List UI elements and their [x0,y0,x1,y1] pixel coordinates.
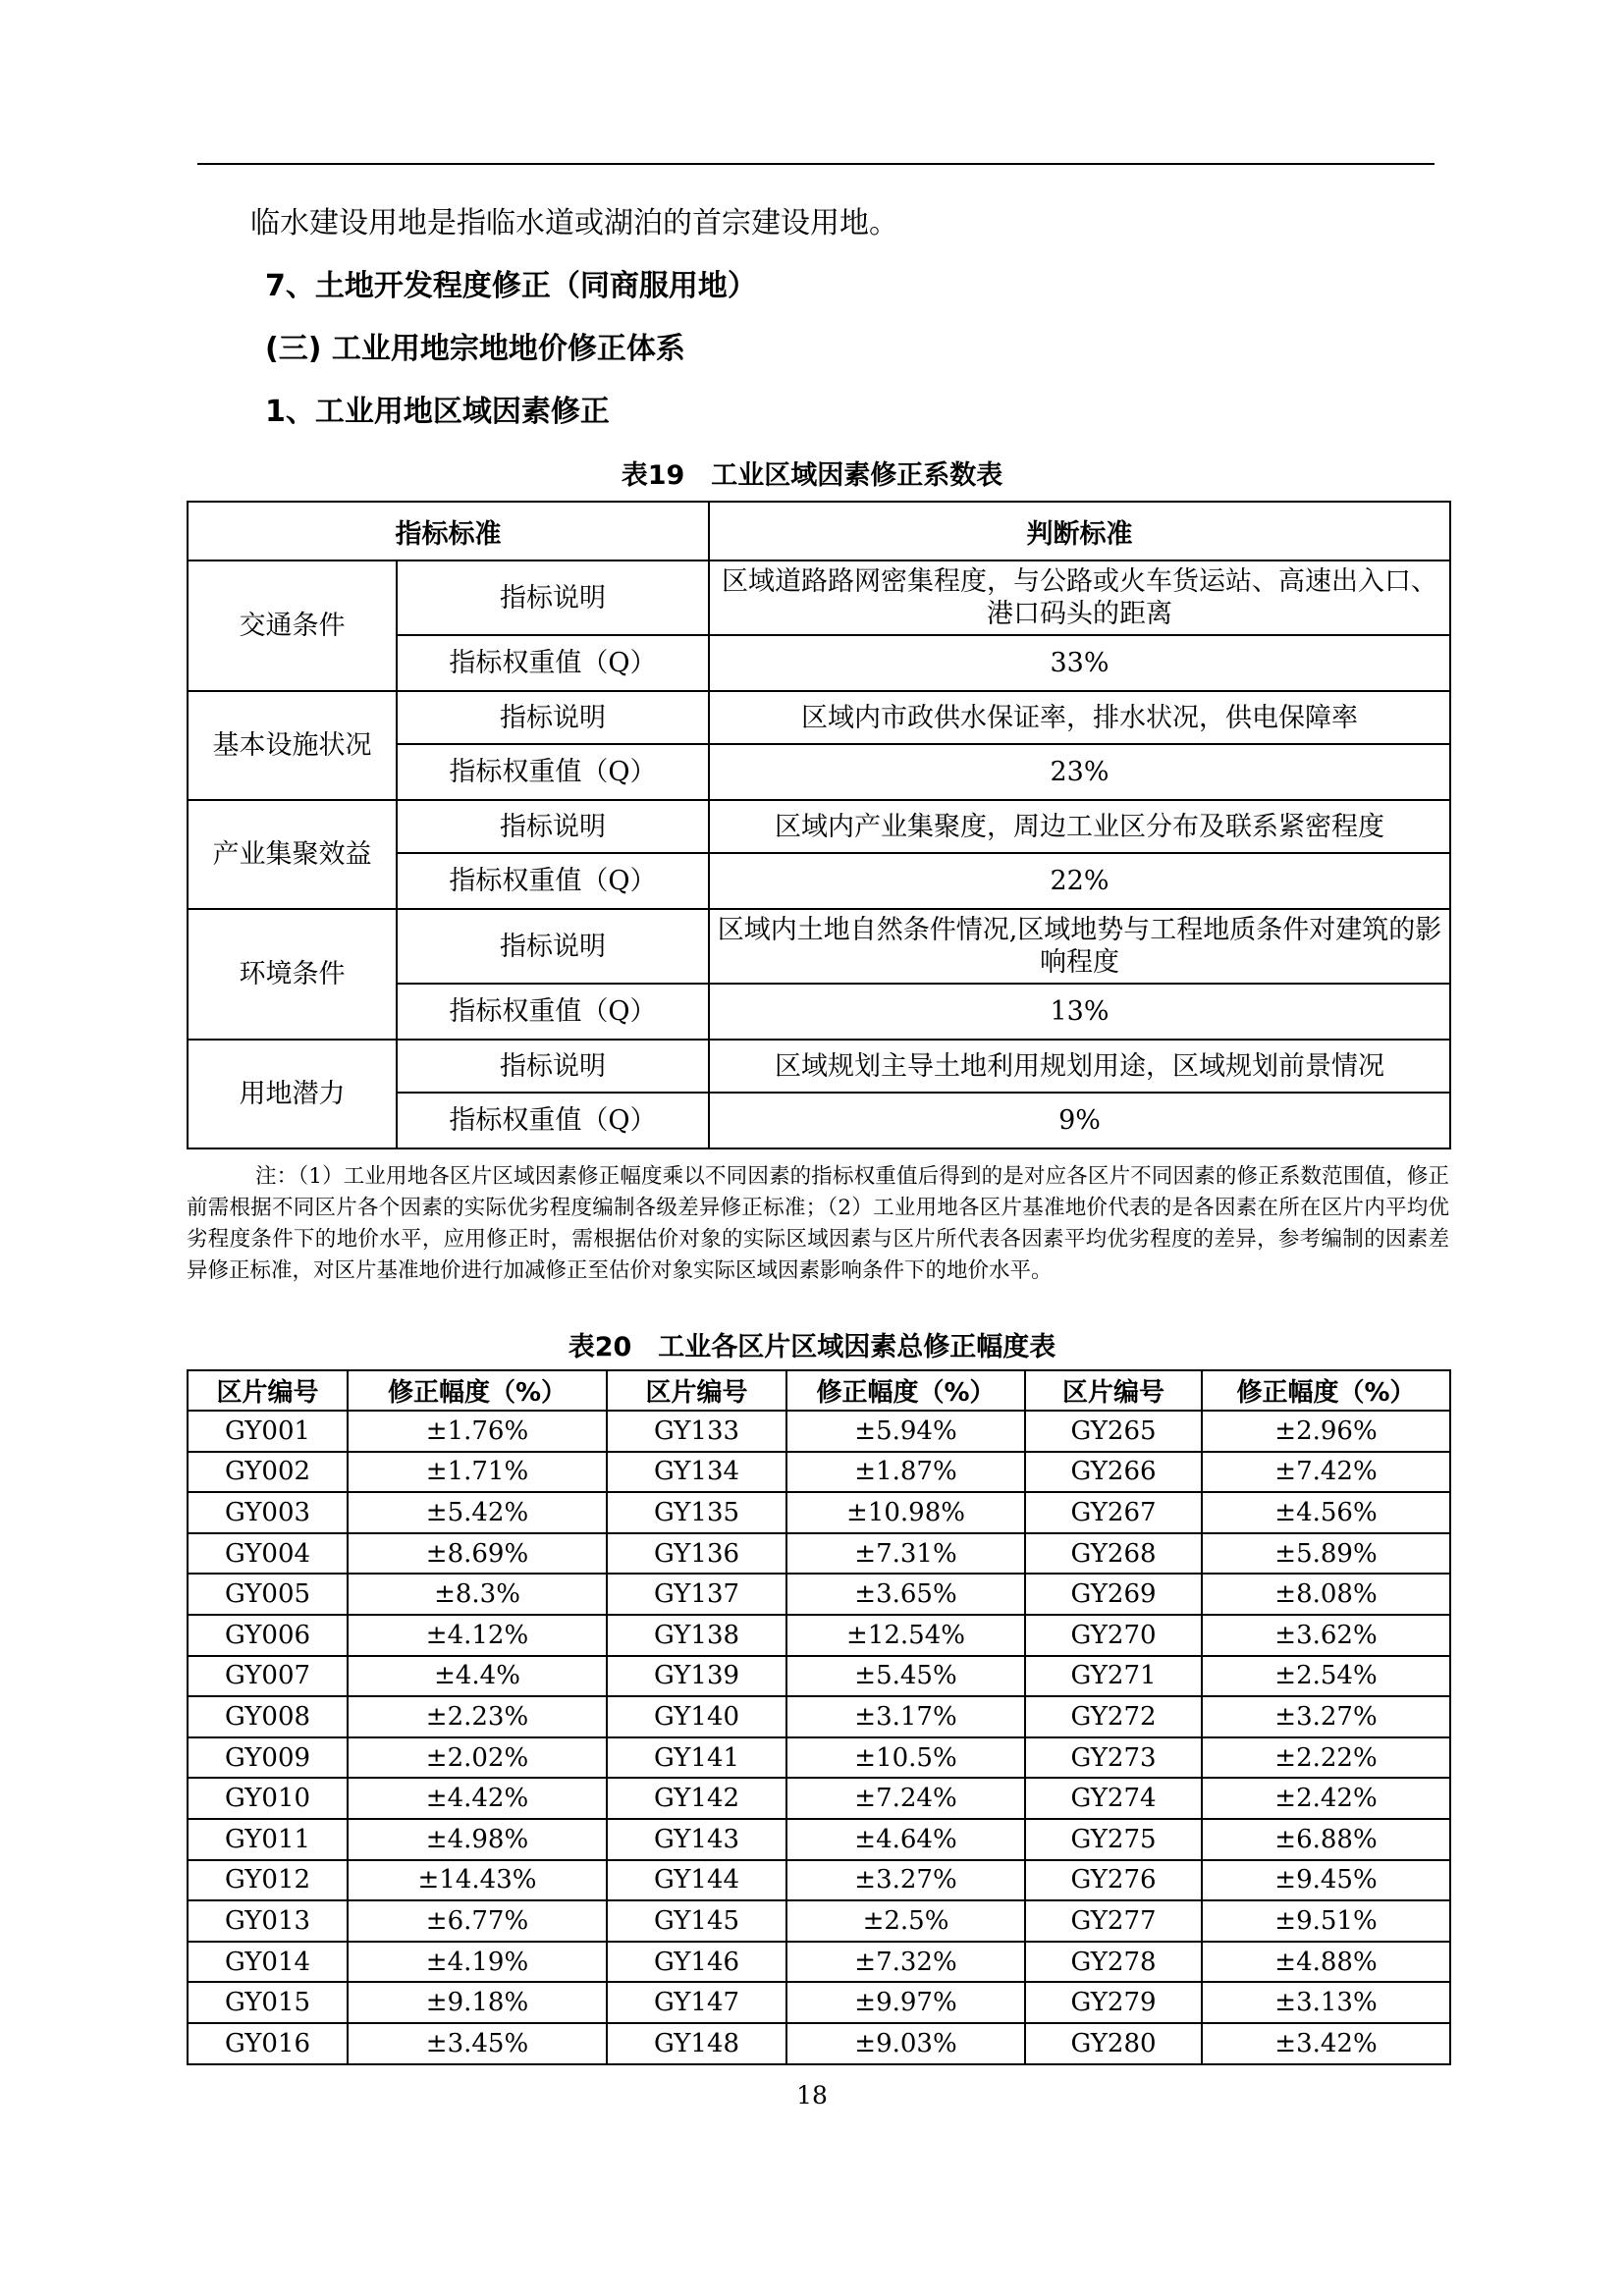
zone-code: GY016 [188,2023,348,2064]
table-row [188,1860,1450,1901]
desc-label: 指标说明 [397,691,709,744]
factor-name: 交通条件 [188,561,397,691]
correction-range: ±9.03% [786,2023,1025,2064]
correction-range: ±9.18% [348,1982,607,2023]
table19-header-right: 判断标准 [709,502,1450,561]
table-row [188,1533,1450,1575]
zone-code: GY275 [1025,1819,1202,1860]
zone-code: GY269 [1025,1574,1202,1615]
correction-range: ±1.76% [348,1411,607,1452]
factor-description: 区域规划主导土地利用规划用途，区域规划前景情况 [709,1040,1450,1093]
correction-range: ±3.42% [1202,2023,1450,2064]
weight-label: 指标权重值（Q） [397,1093,709,1148]
table-row [188,1615,1450,1656]
correction-range: ±7.32% [786,1942,1025,1983]
zone-code: GY135 [607,1492,786,1533]
zone-code: GY015 [188,1982,348,2023]
table-row [188,1900,1450,1942]
zone-code: GY271 [1025,1656,1202,1697]
table19-caption: 表19 工业区域因素修正系数表 [621,460,1003,491]
zone-code: GY014 [188,1942,348,1983]
factor-description: 区域道路路网密集程度，与公路或火车货运站、高速出入口、港口码头的距离 [709,561,1450,635]
zone-code: GY270 [1025,1615,1202,1656]
factor-weight: 23% [709,744,1450,800]
table19-header-left: 指标标准 [188,502,709,561]
table-row [188,1492,1450,1533]
correction-range: ±5.89% [1202,1533,1450,1575]
table-row [188,2023,1450,2064]
correction-range: ±4.42% [348,1778,607,1819]
correction-range: ±4.12% [348,1615,607,1656]
desc-label: 指标说明 [397,561,709,635]
correction-range: ±4.88% [1202,1942,1450,1983]
zone-code: GY146 [607,1942,786,1983]
correction-range: ±10.5% [786,1737,1025,1779]
correction-range: ±7.24% [786,1778,1025,1819]
correction-range: ±4.64% [786,1819,1025,1860]
zone-code: GY134 [607,1452,786,1493]
factor-weight: 33% [709,635,1450,691]
zone-code: GY147 [607,1982,786,2023]
zone-code: GY278 [1025,1942,1202,1983]
zone-code: GY142 [607,1778,786,1819]
correction-range: ±3.17% [786,1696,1025,1737]
correction-range: ±9.45% [1202,1860,1450,1901]
table-row [188,1411,1450,1452]
table-row [188,1982,1450,2023]
heading-industrial-regional: 1、工业用地区域因素修正 [265,395,610,429]
table19-note: 注：（1）工业用地各区片区域因素修正幅度乘以不同因素的指标权重值后得到的是对应各区片不同因素的修正系数范围值，修正前需根据不同区片各个因素的实际优劣程度编制各级差异修正标准；（2）工业用地各区片基准地价代表的是各因素在所在区片内平均优劣程度条件下的地价水平，应用修正时，需根据估价对象的实际区域因素与区片所代表各因素平均优劣程度的差异，参考编制的因素差异修正标准，对区片基准地价进行加减修正至估价对象实际区域因素影响条件下的地价水平。 [187,1164,1449,1283]
correction-range: ±1.87% [786,1452,1025,1493]
zone-code: GY133 [607,1411,786,1452]
zone-code: GY140 [607,1696,786,1737]
factor-description: 区域内市政供水保证率，排水状况，供电保障率 [709,691,1450,744]
table-row [188,1819,1450,1860]
zone-code: GY266 [1025,1452,1202,1493]
factor-name: 基本设施状况 [188,691,397,800]
zone-code: GY010 [188,1778,348,1819]
table-row [188,1574,1450,1615]
page-number: 18 [796,2081,828,2109]
zone-code: GY012 [188,1860,348,1901]
correction-range: ±6.77% [348,1900,607,1942]
table20-header: 修正幅度（%） [786,1370,1025,1411]
zone-code: GY008 [188,1696,348,1737]
zone-code: GY280 [1025,2023,1202,2064]
correction-range: ±4.56% [1202,1492,1450,1533]
zone-code: GY267 [1025,1492,1202,1533]
correction-range: ±5.42% [348,1492,607,1533]
correction-range: ±12.54% [786,1615,1025,1656]
factor-name: 用地潜力 [188,1040,397,1148]
zone-code: GY002 [188,1452,348,1493]
factor-weight: 13% [709,984,1450,1040]
correction-range: ±4.4% [348,1656,607,1697]
zone-code: GY274 [1025,1778,1202,1819]
correction-range: ±2.5% [786,1900,1025,1942]
zone-code: GY007 [188,1656,348,1697]
correction-range: ±5.94% [786,1411,1025,1452]
correction-range: ±9.97% [786,1982,1025,2023]
correction-range: ±4.98% [348,1819,607,1860]
zone-code: GY003 [188,1492,348,1533]
table20-header: 区片编号 [188,1370,348,1411]
zone-code: GY279 [1025,1982,1202,2023]
weight-label: 指标权重值（Q） [397,853,709,909]
zone-code: GY013 [188,1900,348,1942]
weight-label: 指标权重值（Q） [397,984,709,1040]
correction-range: ±8.69% [348,1533,607,1575]
zone-code: GY273 [1025,1737,1202,1779]
correction-range: ±7.42% [1202,1452,1450,1493]
zone-code: GY148 [607,2023,786,2064]
factor-description: 区域内产业集聚度，周边工业区分布及联系紧密程度 [709,800,1450,853]
weight-label: 指标权重值（Q） [397,635,709,691]
correction-range: ±8.08% [1202,1574,1450,1615]
zone-code: GY145 [607,1900,786,1942]
table20 [187,1369,1451,2065]
table20-header: 区片编号 [607,1370,786,1411]
table20-header: 修正幅度（%） [348,1370,607,1411]
zone-code: GY006 [188,1615,348,1656]
zone-code: GY143 [607,1819,786,1860]
factor-weight: 22% [709,853,1450,909]
correction-range: ±4.19% [348,1942,607,1983]
desc-label: 指标说明 [397,909,709,984]
correction-range: ±2.02% [348,1737,607,1779]
factor-description: 区域内土地自然条件情况,区域地势与工程地质条件对建筑的影响程度 [709,909,1450,984]
correction-range: ±2.42% [1202,1778,1450,1819]
factor-name: 环境条件 [188,909,397,1040]
correction-range: ±3.27% [786,1860,1025,1901]
zone-code: GY138 [607,1615,786,1656]
zone-code: GY005 [188,1574,348,1615]
zone-code: GY277 [1025,1900,1202,1942]
table-row [188,1656,1450,1697]
header-rule [197,163,1435,165]
zone-code: GY272 [1025,1696,1202,1737]
zone-code: GY276 [1025,1860,1202,1901]
intro-paragraph: 临水建设用地是指临水道或湖泊的首宗建设用地。 [250,206,898,240]
correction-range: ±8.3% [348,1574,607,1615]
zone-code: GY141 [607,1737,786,1779]
table-row [188,1778,1450,1819]
zone-code: GY004 [188,1533,348,1575]
correction-range: ±14.43% [348,1860,607,1901]
zone-code: GY265 [1025,1411,1202,1452]
weight-label: 指标权重值（Q） [397,744,709,800]
zone-code: GY137 [607,1574,786,1615]
table-row [188,1737,1450,1779]
desc-label: 指标说明 [397,1040,709,1093]
factor-name: 产业集聚效益 [188,800,397,909]
table19 [187,501,1451,1149]
correction-range: ±5.45% [786,1656,1025,1697]
zone-code: GY268 [1025,1533,1202,1575]
correction-range: ±9.51% [1202,1900,1450,1942]
heading-section-3: (三) 工业用地宗地地价修正体系 [265,332,685,366]
zone-code: GY139 [607,1656,786,1697]
correction-range: ±3.27% [1202,1696,1450,1737]
zone-code: GY011 [188,1819,348,1860]
zone-code: GY144 [607,1860,786,1901]
factor-weight: 9% [709,1093,1450,1148]
correction-range: ±3.45% [348,2023,607,2064]
correction-range: ±6.88% [1202,1819,1450,1860]
correction-range: ±2.54% [1202,1656,1450,1697]
correction-range: ±3.65% [786,1574,1025,1615]
correction-range: ±1.71% [348,1452,607,1493]
zone-code: GY009 [188,1737,348,1779]
table-row [188,1452,1450,1493]
correction-range: ±7.31% [786,1533,1025,1575]
heading-land-development: 7、土地开发程度修正（同商服用地） [265,269,757,303]
correction-range: ±2.96% [1202,1411,1450,1452]
zone-code: GY001 [188,1411,348,1452]
table20-header: 修正幅度（%） [1202,1370,1450,1411]
correction-range: ±3.62% [1202,1615,1450,1656]
zone-code: GY136 [607,1533,786,1575]
correction-range: ±2.22% [1202,1737,1450,1779]
table20-caption: 表20 工业各区片区域因素总修正幅度表 [568,1332,1056,1362]
desc-label: 指标说明 [397,800,709,853]
table20-header: 区片编号 [1025,1370,1202,1411]
table-row [188,1942,1450,1983]
table-row [188,1696,1450,1737]
correction-range: ±2.23% [348,1696,607,1737]
correction-range: ±10.98% [786,1492,1025,1533]
correction-range: ±3.13% [1202,1982,1450,2023]
